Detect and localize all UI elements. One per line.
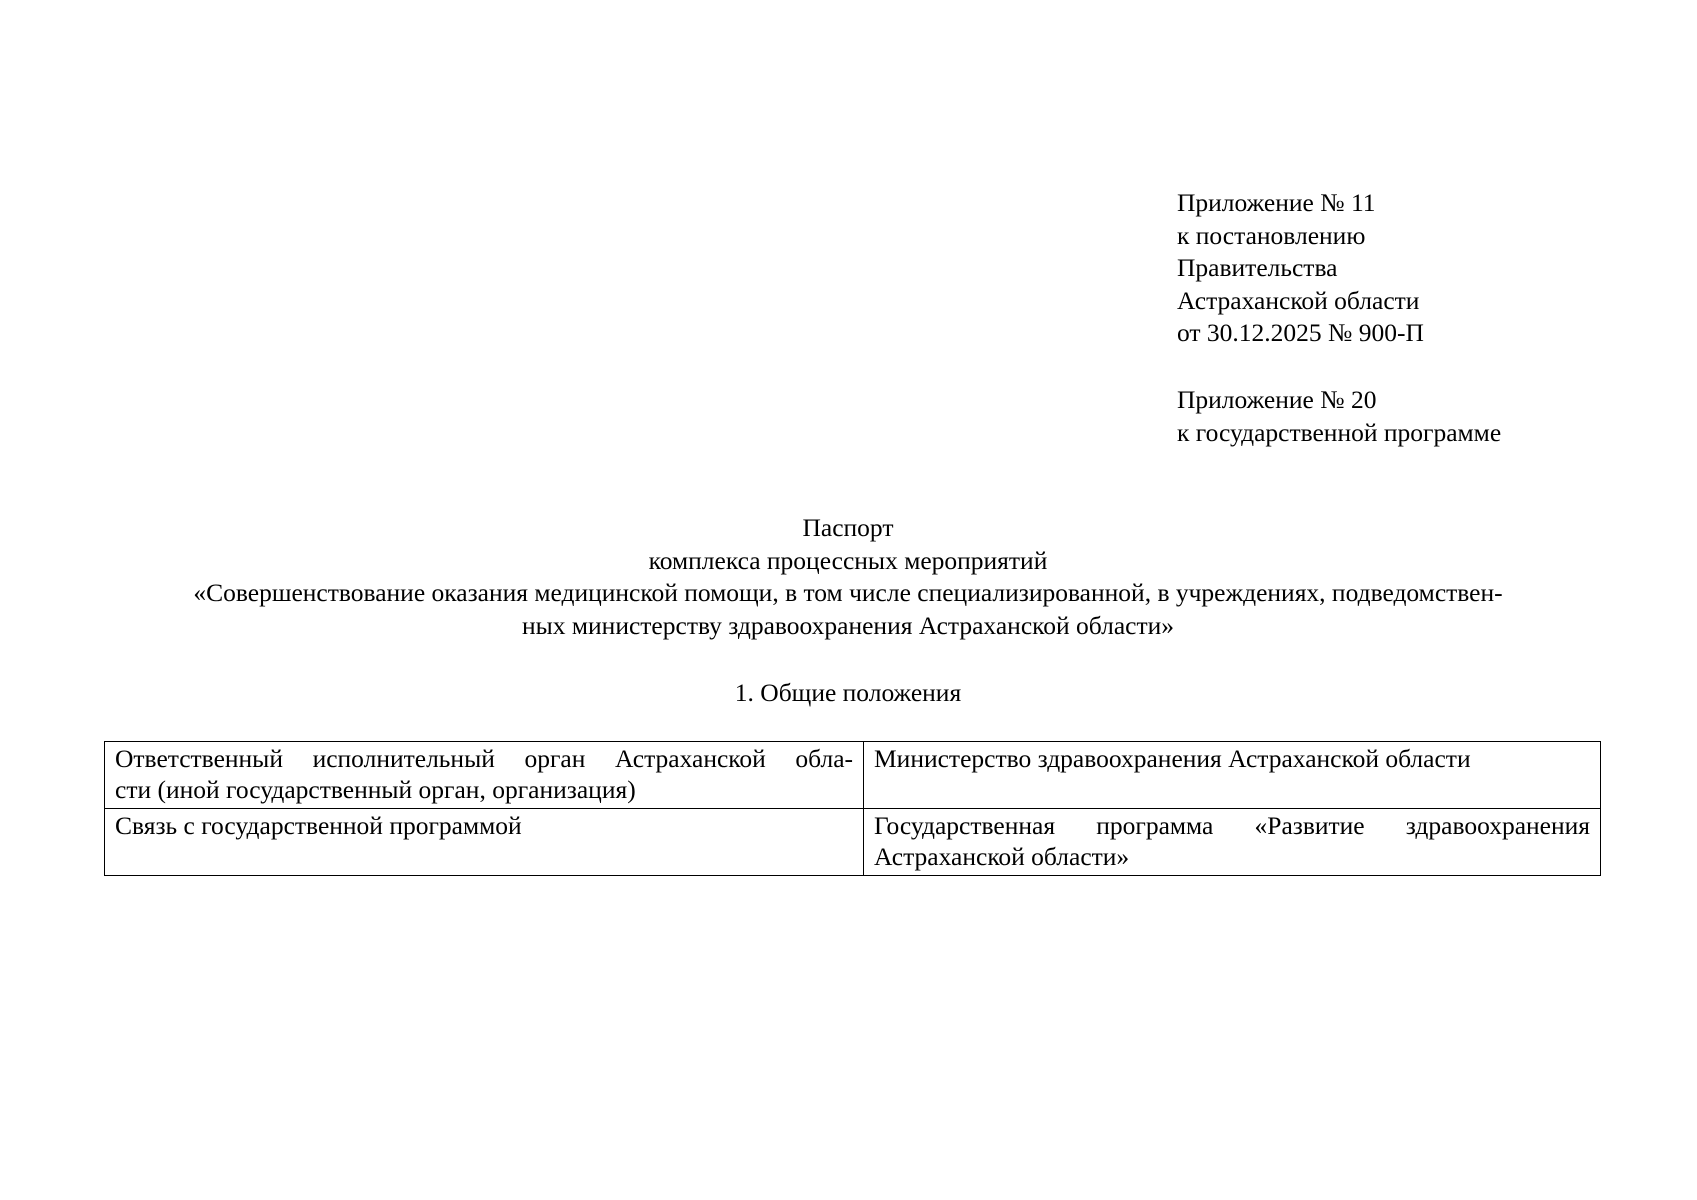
title-line-complex: комплекса процессных мероприятий <box>648 545 1048 575</box>
annex-program-block <box>1177 384 1501 449</box>
annex-program-line: Приложение № 20 <box>1177 385 1377 414</box>
table-cell-label <box>105 809 864 876</box>
general-provisions-table <box>104 741 1601 876</box>
annex-current-block <box>1177 187 1424 350</box>
table-row <box>105 742 1601 809</box>
table-cell-value <box>864 809 1601 876</box>
cell-text-line: Государственная программа «Развитие здравоохранения <box>874 811 1590 840</box>
cell-text-line: сти (иной государственный орган, организация) <box>115 775 636 804</box>
title-line-name-1: «Совершенствование оказания медицинской помощи, в том числе специализированной, в учреждениях, подведомствен- <box>193 578 1503 608</box>
cell-text-line: Министерство здравоохранения Астраханской области <box>874 744 1471 773</box>
table-cell-value <box>864 742 1601 809</box>
title-line-passport: Паспорт <box>802 513 894 542</box>
table-cell-label <box>105 742 864 809</box>
annex-current-line: к постановлению <box>1177 220 1366 250</box>
document-title <box>104 512 1592 642</box>
annex-current-line: Астраханской области <box>1177 285 1420 315</box>
section-heading: 1. Общие положения <box>734 678 962 707</box>
cell-text-line: Астраханской области» <box>874 842 1130 871</box>
title-line-name-2: ных министерству здравоохранения Астраханской области» <box>521 610 1174 640</box>
annex-program-line: к государственной программе <box>1177 417 1502 447</box>
cell-text-line: Ответственный исполнительный орган Астраханской обла- <box>115 744 853 773</box>
annex-current-line: от 30.12.2025 № 900-П <box>1177 318 1424 348</box>
table-row <box>105 809 1601 876</box>
annex-current-line: Приложение № 11 <box>1177 188 1376 217</box>
annex-current-line: Правительства <box>1177 253 1338 283</box>
cell-text-line: Связь с государственной программой <box>115 811 522 840</box>
